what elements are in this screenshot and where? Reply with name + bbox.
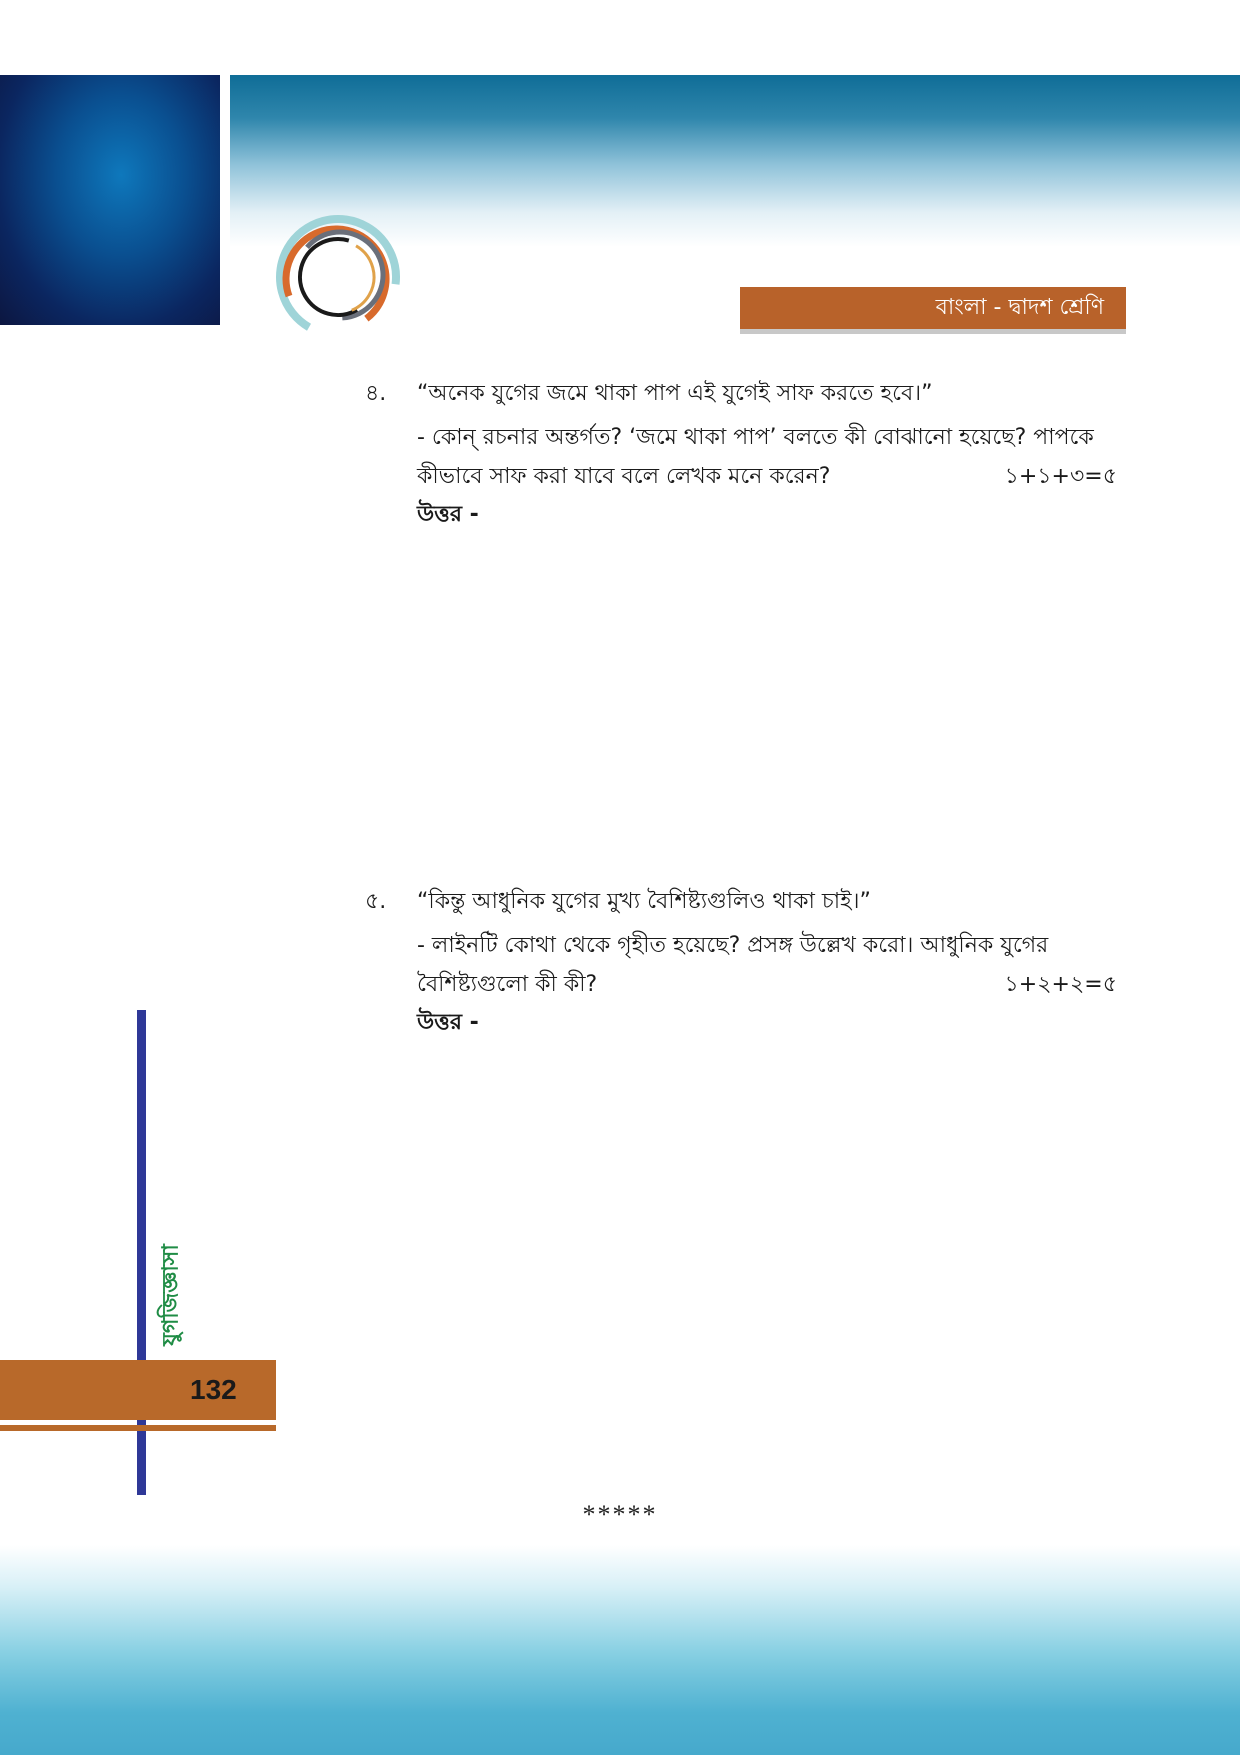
- book-title-vertical: [152, 1244, 192, 1346]
- prompt-line: [417, 457, 1125, 496]
- question-prompt: [365, 926, 1125, 1004]
- question-prompt: [365, 418, 1125, 496]
- swirl-logo-icon: [268, 207, 408, 347]
- question-quote: “কিন্তু আধুনিক যুগের মুখ্য বৈশিষ্ট্যগুলিও থাকা চাই।”: [417, 889, 871, 914]
- marks-distribution: ১+২+২=৫: [1004, 972, 1117, 997]
- page-number-underline: [0, 1425, 276, 1431]
- question-number: ৪.: [365, 381, 387, 406]
- book-title-text: যুগজিজ্ঞাসা: [158, 1244, 184, 1346]
- prompt-line: [417, 965, 1125, 1004]
- header-decor-block: [0, 75, 220, 325]
- subject-banner: বাংলা - দ্বাদশ শ্রেণি: [740, 287, 1126, 329]
- prompt-line: - কোন্ রচনার অন্তর্গত? ‘জমে থাকা পাপ’ বলতে কী বোঝানো হয়েছে? পাপকে: [417, 425, 1094, 450]
- marks-distribution: ১+১+৩=৫: [1004, 464, 1117, 489]
- answer-label: উত্তর -: [417, 502, 479, 527]
- question-number: ৫.: [365, 889, 387, 914]
- page-number: 132: [190, 1374, 237, 1405]
- question-quote: “অনেক যুগের জমে থাকা পাপ এই যুগেই সাফ করতে হবে।”: [417, 381, 933, 406]
- prompt-line-text: বৈশিষ্ট্যগুলো কী কী?: [417, 972, 598, 997]
- side-vertical-rule: [137, 1010, 146, 1495]
- answer-label: উত্তর -: [417, 1010, 479, 1035]
- end-mark: *****: [582, 1500, 658, 1529]
- prompt-line: - লাইনটি কোথা থেকে গৃহীত হয়েছে? প্রসঙ্গ উল্লেখ করো। আধুনিক যুগের: [417, 933, 1049, 958]
- question-4: [365, 380, 1125, 530]
- question-5: [365, 888, 1125, 1038]
- prompt-line-text: কীভাবে সাফ করা যাবে বলে লেখক মনে করেন?: [417, 464, 831, 489]
- footer-gradient-band: [0, 1545, 1240, 1755]
